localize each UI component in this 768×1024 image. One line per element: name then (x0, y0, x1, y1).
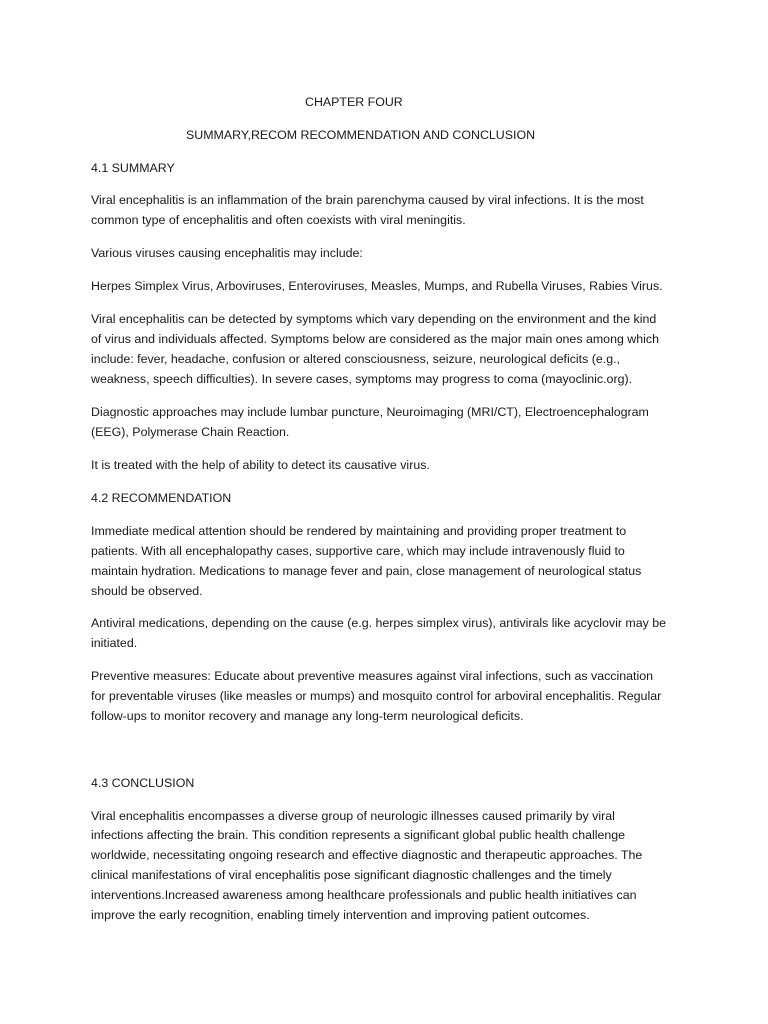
paragraph-line: maintain hydration. Medications to manage fever and pain, close management of neurological status (91, 564, 642, 578)
paragraph-line: Antiviral medications, depending on the cause (e.g. herpes simplex virus), antivirals like acyclovir may be (91, 616, 667, 630)
paragraph-line: infections affecting the brain. This condition represents a significant global public health challenge (91, 828, 626, 842)
paragraph-line: Diagnostic approaches may include lumbar puncture, Neuroimaging (MRI/CT), Electroencephalogram (91, 405, 649, 419)
paragraph-line: It is treated with the help of ability to detect its causative virus. (91, 458, 430, 472)
paragraph-line: initiated. (91, 636, 138, 650)
paragraph-line: interventions.Increased awareness among healthcare professionals and public health initiatives can (91, 888, 637, 902)
paragraph-line: common type of encephalitis and often coexists with viral meningitis. (91, 213, 466, 227)
chapter-subtitle: SUMMARY,RECOM RECOMMENDATION AND CONCLUSION (186, 128, 536, 142)
paragraph-line: Viral encephalitis can be detected by symptoms which vary depending on the environment and the kind (91, 312, 657, 326)
paragraph-line: for preventable viruses (like measles or mumps) and mosquito control for arboviral encephalitis. Regular (91, 689, 662, 703)
paragraph-line: Herpes Simplex Virus, Arboviruses, Enteroviruses, Measles, Mumps, and Rubella Viruses, Rabies Virus. (91, 279, 663, 293)
section-heading-recommendation: 4.2 RECOMMENDATION (91, 491, 232, 505)
paragraph-line: include: fever, headache, confusion or altered consciousness, seizure, neurological deficits (e.g., (91, 352, 620, 366)
paragraph-line: Various viruses causing encephalitis may include: (91, 246, 363, 260)
chapter-title: CHAPTER FOUR (305, 95, 403, 109)
section-heading-summary: 4.1 SUMMARY (91, 161, 175, 175)
paragraph-line: patients. With all encephalopathy cases, supportive care, which may include intravenously fluid to (91, 544, 625, 558)
paragraph-line: follow-ups to monitor recovery and manage any long-term neurological deficits. (91, 709, 524, 723)
paragraph-line: improve the early recognition, enabling timely intervention and improving patient outcomes. (91, 908, 590, 922)
paragraph-line: should be observed. (91, 584, 203, 598)
paragraph-line: Viral encephalitis encompasses a diverse group of neurologic illnesses caused primarily by viral (91, 809, 615, 823)
paragraph-line: of virus and individuals affected. Symptoms below are considered as the major main ones among which (91, 332, 659, 346)
paragraph-line: (EEG), Polymerase Chain Reaction. (91, 425, 290, 439)
paragraph-line: Preventive measures: Educate about preventive measures against viral infections, such as vaccination (91, 669, 654, 683)
paragraph-line: Immediate medical attention should be rendered by maintaining and providing proper treatment to (91, 524, 627, 538)
paragraph-line: weakness, speech difficulties). In severe cases, symptoms may progress to coma (mayoclinic.org). (91, 372, 633, 386)
section-heading-conclusion: 4.3 CONCLUSION (91, 776, 195, 790)
paragraph-line: clinical manifestations of viral encephalitis pose significant diagnostic challenges and the timely (91, 868, 612, 882)
paragraph-line: Viral encephalitis is an inflammation of the brain parenchyma caused by viral infections. It is the most (91, 193, 644, 207)
paragraph-line: worldwide, necessitating ongoing research and effective diagnostic and therapeutic approaches. The (91, 848, 643, 862)
